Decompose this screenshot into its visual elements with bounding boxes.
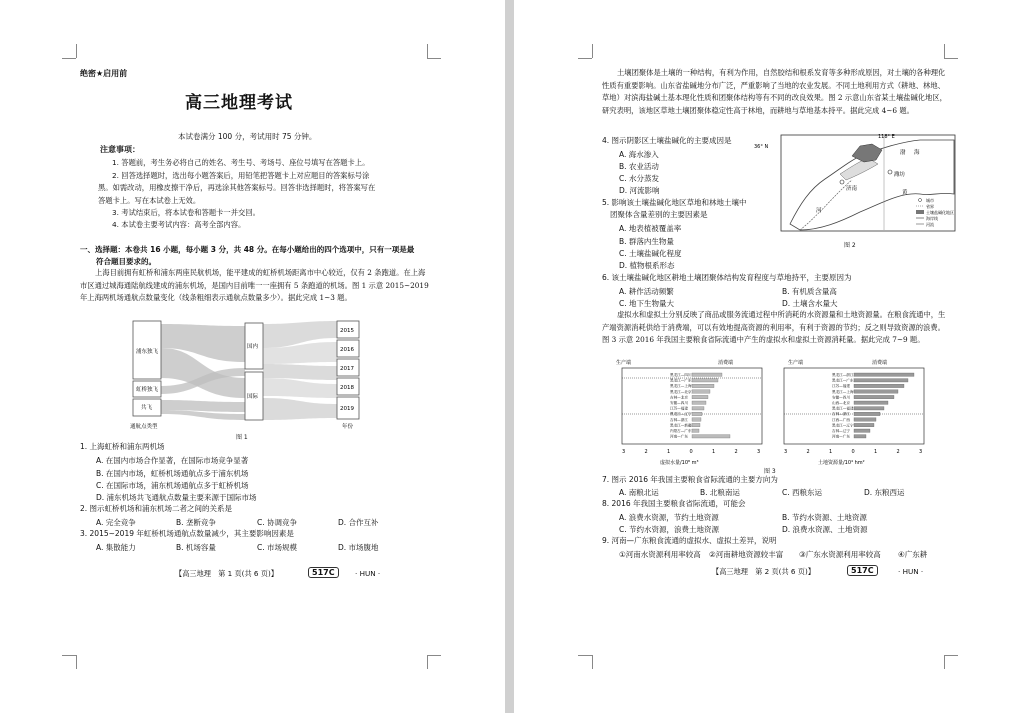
q1-option-a[interactable]: A. 在国内市场合作显著，在国际市场竞争显著 — [96, 456, 249, 465]
paper-code: 517C — [308, 567, 339, 578]
question-8-stem: 8. 2016 年我国主要粮食省际流通，可能会 — [602, 499, 746, 508]
figure-3-caption: 图 3 — [764, 468, 776, 475]
right-tick-label: 2 — [896, 449, 900, 455]
left-tick-label: 0 — [689, 449, 693, 455]
year-label: 2017 — [340, 366, 354, 372]
latitude-label: 36° N — [754, 144, 769, 150]
crop-mark — [592, 44, 593, 58]
q8-option-a[interactable]: A. 浪费水资源，节约土地资源 — [619, 513, 719, 522]
crop-mark — [578, 655, 592, 656]
legend-province: 省界 — [926, 204, 934, 209]
right-bar — [854, 395, 894, 398]
node-international: 国际 — [247, 394, 259, 400]
intro-paragraph: 上海目前拥有虹桥和浦东两座民航机场，能平建成的虹桥机场距离市中心较近，仅有 2 条跑道。在上海市区通过城海通陆航线建成的浦东机场，是国内目前唯一一座拥有 5 条跑道的机场。图 1 示意 2015~2019 年上海两机场通航点数量变化（线条粗细表示通航点数量多少）。据此完成 1~3 题。 — [80, 268, 429, 303]
left-bar — [692, 407, 704, 410]
q7-option-d[interactable]: D. 东粮西运 — [864, 488, 905, 497]
q3-option-a[interactable]: A. 集散能力 — [96, 543, 136, 552]
page-footer-label: 【高三地理 第 2 页(共 6 页)】 — [712, 567, 815, 576]
left-row-label: 安徽—四川 — [670, 401, 688, 405]
legend-saline: 土壤盐碱化地区 — [926, 210, 954, 215]
q1-option-d[interactable]: D. 浦东机场共飞通航点数量主要来源于国际市场 — [96, 493, 257, 502]
right-axis-title: 土地资源量/10⁴ hm² — [818, 460, 865, 466]
right-tick-label: 3 — [784, 449, 788, 455]
right-row-label: 黑龙江—上海 — [832, 389, 854, 394]
left-tick-label: 2 — [734, 449, 738, 455]
crop-mark — [944, 44, 945, 58]
left-tick-label: 3 — [622, 449, 626, 455]
q7-option-b[interactable]: B. 北粮南运 — [700, 488, 740, 497]
left-axis-title: 虚拟水量/10⁸ m³ — [660, 460, 699, 466]
longitude-label: 118° E — [878, 134, 895, 140]
right-bar — [854, 401, 888, 404]
figure-2-map — [754, 134, 956, 238]
node-pudong: 浦东独飞 — [136, 349, 159, 355]
q8-option-c[interactable]: C. 节约水资源，浪费土地资源 — [619, 525, 720, 534]
q9-option-4[interactable]: ④广东耕 — [898, 550, 928, 559]
crop-mark — [62, 655, 76, 656]
year-label: 2019 — [340, 406, 354, 412]
legend-city: 城市 — [926, 198, 934, 203]
right-tick-label: 0 — [851, 449, 855, 455]
right-row-label: 吉林—浙江 — [832, 412, 850, 417]
left-row-label: 黑龙江—辽宁 — [670, 412, 692, 417]
left-row-label: 黑龙江—广东 — [670, 378, 692, 383]
question-7-stem: 7. 图示 2016 年我国主要粮食省际流通的主要方向为 — [602, 475, 778, 484]
q5-option-b[interactable]: B. 群落内生物量 — [619, 237, 674, 246]
q8-option-b[interactable]: B. 节约水资源、土地资源 — [782, 513, 867, 522]
page-gap — [505, 0, 514, 713]
right-consumer-header: 消费端 — [872, 360, 888, 366]
right-row-label: 河南—广东 — [832, 434, 850, 439]
right-tick-label: 1 — [874, 449, 878, 455]
crop-mark — [427, 44, 428, 58]
intro-paragraph-soil: 土壤团聚体是土壤的一种结构，有利为作用，自然胶结和根系发育等多种形成原因，对土壤的各种理化性质有重要影响。山东省盐碱地分布广泛，严重影响了当地的农业发展。不同土地利用方式（耕地、林地、草地）对滨海盐碱土基本理化性质和团聚体结构等有不同的改良效果。图 2 示意山东省某土壤盐碱化地区，研究表明，该地区草地土壤团聚体稳定性高于林地，而耕地与草地基本持平。据此完成 4~6 题。 — [602, 68, 947, 115]
right-bar — [854, 435, 866, 438]
left-bar — [692, 384, 714, 387]
q9-option-1[interactable]: ①河南水资源利用率较高 — [619, 550, 701, 559]
exam-title: 高三地理考试 — [185, 93, 293, 113]
confidential-label: 绝密★启用前 — [80, 69, 128, 78]
crop-mark — [944, 655, 958, 656]
year-label: 2018 — [340, 385, 354, 391]
left-producer-header: 生产端 — [616, 360, 632, 366]
left-bar — [692, 423, 700, 426]
q4-option-b[interactable]: B. 农业活动 — [619, 162, 659, 171]
right-bar — [854, 384, 904, 387]
right-bar — [854, 379, 908, 382]
right-producer-header: 生产端 — [788, 360, 804, 366]
q8-option-d[interactable]: D. 浪费水资源、土地资源 — [782, 525, 868, 534]
left-bar — [692, 412, 702, 415]
exam-page-1 — [0, 0, 505, 713]
q3-option-b[interactable]: B. 机场容量 — [176, 543, 216, 552]
figure-2-caption: 图 2 — [844, 242, 856, 249]
right-row-label: 江西—广西 — [832, 417, 850, 422]
right-tick-label: 1 — [829, 449, 833, 455]
q2-option-b[interactable]: B. 垄断竞争 — [176, 518, 216, 527]
q1-option-b[interactable]: B. 在国内市场，虹桥机场通航点多于浦东机场 — [96, 469, 249, 478]
river-label: 河 — [816, 208, 822, 214]
q3-option-c[interactable]: C. 市场规模 — [257, 543, 298, 552]
question-6-stem: 6. 该土壤盐碱化地区耕地土壤团聚体结构发育程度与草地持平，主要原因为 — [602, 273, 852, 282]
right-bar — [854, 407, 884, 410]
question-4-stem: 4. 图示阴影区土壤盐碱化的主要成因是 — [602, 136, 732, 145]
q7-option-a[interactable]: A. 南粮北运 — [619, 488, 659, 497]
city-jinan: 济南 — [846, 186, 858, 192]
section-heading: 一、选择题：本卷共 16 小题，每小题 3 分，共 48 分。在每小题给出的四个选项中，只有一项是最 — [80, 245, 415, 254]
right-row-label: 黑龙江—福建 — [832, 406, 854, 411]
q2-option-a[interactable]: A. 完全竞争 — [96, 518, 136, 527]
right-tick-label: 2 — [806, 449, 810, 455]
page-footer-label: 【高三地理 第 1 页(共 6 页)】 — [175, 569, 278, 578]
question-2-stem: 2. 图示虹桥机场和浦东机场二者之间的关系是 — [80, 504, 233, 513]
left-bar — [692, 435, 730, 438]
figure-1-caption: 图 1 — [236, 434, 248, 441]
question-3-stem: 3. 2015~2019 年虹桥机场通航点数量减少，其主要影响因素是 — [80, 529, 294, 538]
right-row-label: 黑龙江—辽宁 — [832, 423, 854, 428]
node-shared: 共飞 — [141, 405, 153, 411]
crop-mark — [578, 58, 592, 59]
q4-option-c[interactable]: C. 水分蒸发 — [619, 174, 660, 183]
city-weifang: 潍坊 — [894, 172, 906, 178]
sea-label-hai: 海 — [914, 150, 920, 156]
q9-option-3[interactable]: ③广东水资源利用率较高 — [799, 550, 881, 559]
q5-option-a[interactable]: A. 地表植被覆盖率 — [619, 224, 682, 233]
year-label: 2016 — [340, 347, 354, 353]
sea-label-bo: 渤 — [900, 150, 906, 156]
q4-option-d[interactable]: D. 河流影响 — [619, 186, 660, 195]
q5-option-d[interactable]: D. 植物根系形态 — [619, 261, 675, 270]
paper-code: 517C — [847, 565, 878, 576]
left-row-label: 内蒙古—广东 — [670, 429, 692, 433]
right-bar — [854, 418, 876, 421]
crop-mark — [427, 655, 441, 656]
q5-option-c[interactable]: C. 土壤盐碱化程度 — [619, 249, 682, 258]
notes-title: 注意事项： — [100, 145, 140, 154]
q3-option-d[interactable]: D. 市场腹地 — [338, 543, 379, 552]
q6-option-c[interactable]: C. 地下生物量大 — [619, 299, 675, 308]
left-bar — [692, 418, 701, 421]
left-tick-label: 1 — [667, 449, 671, 455]
sea-label-huang: 黄 — [902, 190, 908, 196]
q6-option-b[interactable]: B. 有机质含量高 — [782, 287, 837, 296]
right-bar — [854, 390, 898, 393]
right-row-label: 黑龙江—广东 — [832, 378, 854, 383]
right-row-label: 吉林—辽宁 — [832, 429, 850, 433]
left-consumer-header: 消费端 — [718, 360, 734, 366]
right-bar — [854, 412, 880, 415]
left-tick-label: 2 — [644, 449, 648, 455]
figure-1-alluvial — [120, 318, 370, 436]
question-5-stem-cont: 团聚体含量差别的主要因素是 — [610, 210, 708, 219]
right-bar — [854, 423, 874, 426]
left-bar — [692, 401, 706, 404]
crop-mark — [944, 655, 945, 669]
question-9-stem: 9. 河南—广东粮食流通的虚拟水、虚拟土差异，说明 — [602, 536, 777, 545]
intro-paragraph-virtual: 虚拟水和虚拟土分别反映了商品或服务流通过程中所消耗的水资源量和土地资源量。在粮食流通中，生产端资源消耗供给于消费端，可以有效地提高资源的利用率，有利于资源的节约；反之则导致资源的浪费。图 3 示意 2016 年我国主要粮食省际流通中产生的虚拟水和虚拟土资源消耗量。据此完成 7~9 题。 — [602, 310, 946, 345]
crop-mark — [76, 44, 77, 58]
note-line: 3. 考试结束后，将本试卷和答题卡一并交回。 — [112, 208, 260, 217]
left-bar — [692, 379, 718, 382]
left-bar — [692, 395, 708, 398]
left-tick-label: 3 — [757, 449, 761, 455]
note-line: 1. 答题前，考生务必将自己的姓名、考生号、考场号、座位号填写在答题卡上。 — [112, 158, 370, 167]
crop-mark — [592, 655, 593, 669]
right-row-label: 江苏—福建 — [832, 384, 850, 389]
legend-river: 河流 — [926, 222, 934, 227]
left-bar — [692, 373, 722, 376]
left-row-label: 吉林—浙江 — [670, 417, 688, 422]
note-line: 2. 回答选择题时，选出每小题答案后，用铅笔把答题卡上对应题目的答案标号涂 — [112, 171, 370, 180]
axis-label-type: 通航点类型 — [130, 424, 158, 430]
left-row-label: 黑龙江—北京 — [670, 389, 692, 394]
question-5-stem: 5. 影响该土壤盐碱化地区草地和林地土壤中 — [602, 198, 747, 207]
exam-page-2 — [514, 0, 1024, 713]
legend-coast: 海岸线 — [926, 216, 938, 221]
q2-option-d[interactable]: D. 合作互补 — [338, 518, 379, 527]
footer-region: · HUN · — [898, 567, 924, 576]
right-row-label: 安徽—四川 — [832, 395, 850, 400]
question-1-stem: 1. 上海虹桥和浦东两机场 — [80, 442, 165, 451]
crop-mark — [62, 58, 76, 59]
year-label: 2015 — [340, 328, 354, 334]
section-heading-cont: 符合题目要求的。 — [96, 257, 156, 266]
left-row-label: 黑龙江—上海 — [670, 384, 692, 389]
left-row-label: 吉林—北京 — [670, 395, 688, 400]
note-line: 黑。如需改动，用橡皮擦干净后，再选涂其他答案标号。回答非选择题时，将答案写在 — [98, 183, 376, 192]
note-line: 答题卡上。写在本试卷上无效。 — [98, 196, 201, 205]
right-bar — [854, 373, 914, 376]
q6-option-a[interactable]: A. 耕作活动频繁 — [619, 287, 674, 296]
crop-mark — [76, 655, 77, 669]
footer-region: · HUN · — [355, 569, 381, 578]
left-row-label: 黑龙江—四川 — [670, 373, 692, 377]
node-domestic: 国内 — [247, 344, 259, 350]
right-row-label: 黑龙江—浙江 — [832, 373, 854, 377]
q7-option-c[interactable]: C. 西粮东运 — [782, 488, 823, 497]
left-tick-label: 1 — [712, 449, 716, 455]
q1-option-c[interactable]: C. 在国际市场，浦东机场通航点多于虹桥机场 — [96, 481, 249, 490]
q2-option-c[interactable]: C. 协调竞争 — [257, 518, 298, 527]
right-tick-label: 3 — [919, 449, 923, 455]
q6-option-d[interactable]: D. 土壤含水量大 — [782, 299, 838, 308]
q4-option-a[interactable]: A. 海水渗入 — [619, 150, 659, 159]
right-bar — [854, 429, 870, 432]
q9-option-2[interactable]: ②河南耕地资源较丰富 — [709, 550, 784, 559]
crop-mark — [427, 58, 441, 59]
left-row-label: 河南—广东 — [670, 434, 688, 439]
right-row-label: 山西—北京 — [832, 401, 850, 405]
note-line: 4. 本试卷主要考试内容：高考全部内容。 — [112, 220, 246, 229]
left-bar — [692, 429, 699, 432]
node-hongqiao: 虹桥独飞 — [136, 387, 159, 393]
left-row-label: 黑龙江—新疆 — [670, 423, 692, 428]
crop-mark — [944, 58, 958, 59]
left-row-label: 江苏—福建 — [670, 406, 688, 411]
axis-label-year: 年份 — [342, 424, 354, 430]
left-bar — [692, 390, 710, 393]
crop-mark — [427, 655, 428, 669]
exam-info: 本试卷满分 100 分，考试用时 75 分钟。 — [178, 132, 317, 141]
figure-3-bar-chart — [614, 356, 944, 468]
